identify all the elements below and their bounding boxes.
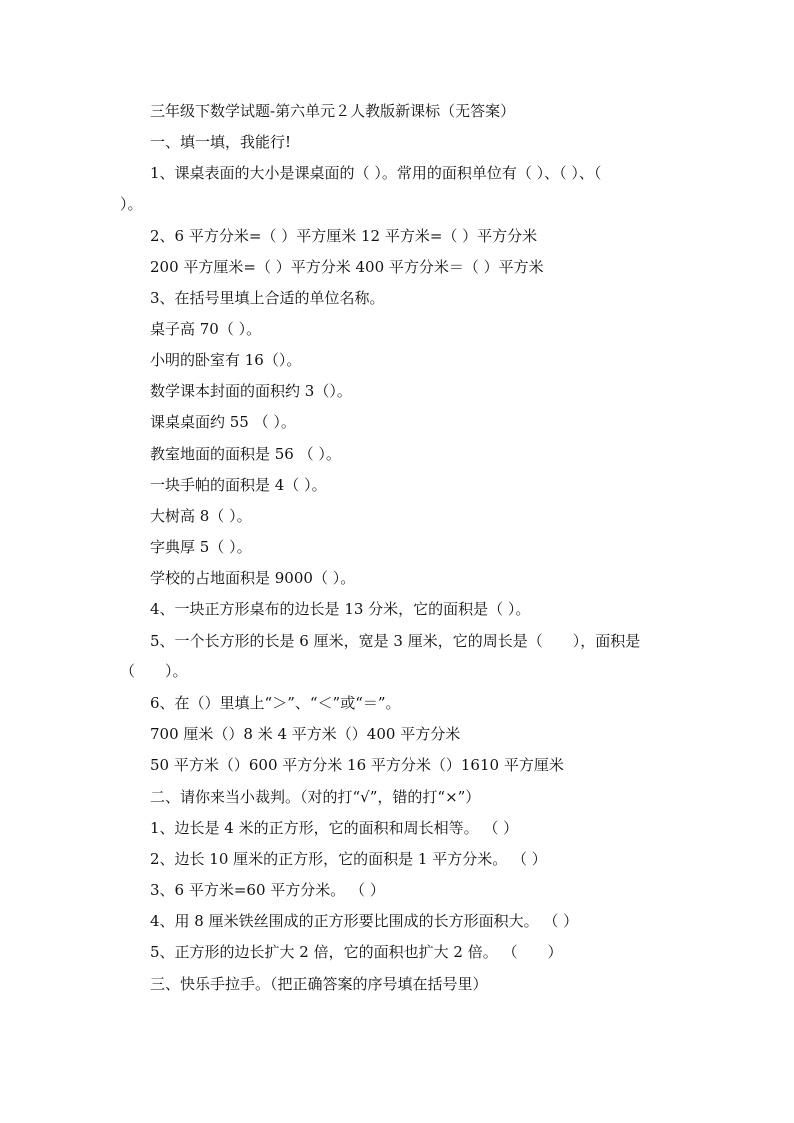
question-line: 1、课桌表面的大小是课桌面的（ ）。常用的面积单位有（ ）、（ ）、（ — [150, 164, 602, 182]
question-line-continuation: （ ）。 — [120, 662, 188, 680]
question-line: 教室地面的面积是 56 （ ）。 — [150, 445, 341, 463]
section-heading-2: 二、请你来当小裁判。（对的打“√”，错的打“×”） — [150, 788, 481, 806]
question-line: 200 平方厘米=（ ）平方分米 400 平方分米＝（ ）平方米 — [150, 258, 544, 276]
question-line: 5、正方形的边长扩大 2 倍，它的面积也扩大 2 倍。 （ ） — [150, 943, 563, 961]
question-line: 数学课本封面的面积约 3（）。 — [150, 382, 352, 400]
question-line: 4、一块正方形桌布的边长是 13 分米，它的面积是（ ）。 — [150, 600, 531, 618]
question-line: 2、6 平方分米=（ ）平方厘米 12 平方米=（ ）平方分米 — [150, 227, 538, 245]
question-line: 50 平方米（）600 平方分米 16 平方分米（）1610 平方厘米 — [150, 756, 564, 774]
question-line: 课桌桌面约 55 （ ）。 — [150, 413, 296, 431]
question-line: 学校的占地面积是 9000（ ）。 — [150, 569, 356, 587]
question-line-continuation: ）。 — [120, 195, 143, 213]
question-line: 2、边长 10 厘米的正方形，它的面积是 1 平方分米。 （ ） — [150, 850, 547, 868]
question-line: 一块手帕的面积是 4（ ）。 — [150, 476, 327, 494]
question-line: 6、在（）里填上“＞”、“＜”或“＝”。 — [150, 694, 401, 712]
question-line: 桌子高 70（ ）。 — [150, 320, 262, 338]
question-line: 3、6 平方米=60 平方分米。 （ ） — [150, 881, 385, 899]
question-line: 700 厘米（）8 米 4 平方米（）400 平方分米 — [150, 725, 461, 743]
document-title: 三年级下数学试题-第六单元２人教版新课标（无答案） — [150, 102, 516, 120]
question-line: 大树高 8（ ）。 — [150, 507, 252, 525]
section-heading-1: 一、填一填，我能行! — [150, 133, 292, 151]
question-line: 1、边长是 4 米的正方形，它的面积和周长相等。 （ ） — [150, 819, 519, 837]
question-line: 3、在括号里填上合适的单位名称。 — [150, 289, 385, 307]
question-line: 字典厚 5（ ）。 — [150, 538, 252, 556]
section-heading-3: 三、快乐手拉手。（把正确答案的序号填在括号里） — [150, 975, 488, 993]
question-line: 小明的卧室有 16（）。 — [150, 351, 302, 369]
question-line: 4、用 8 厘米铁丝围成的正方形要比围成的长方形面积大。 （ ） — [150, 912, 579, 930]
question-line: 5、一个长方形的长是 6 厘米，宽是 3 厘米，它的周长是（ ），面积是 — [150, 632, 641, 650]
